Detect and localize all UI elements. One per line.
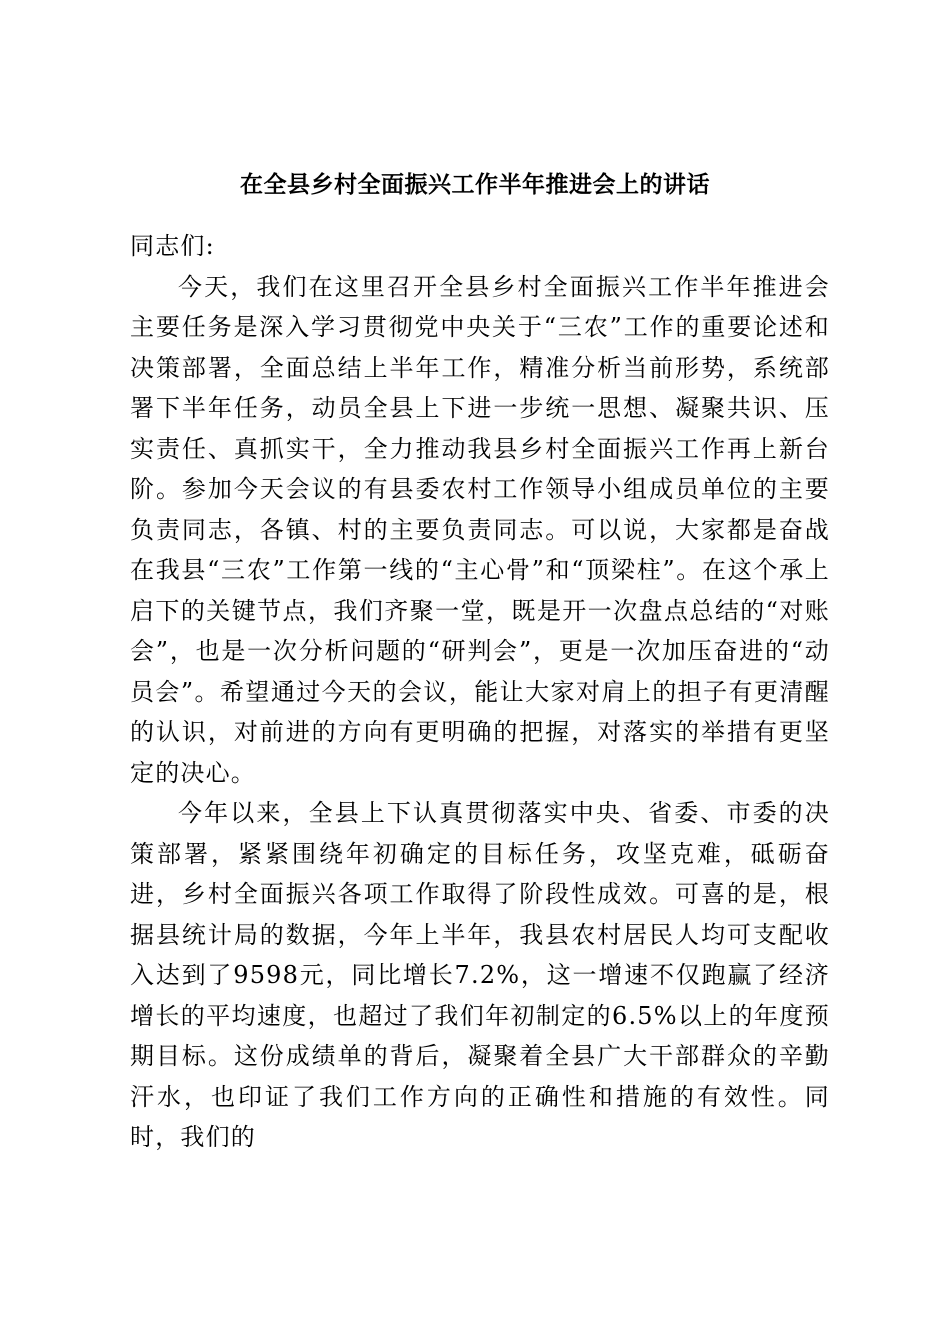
- salutation: 同志们:: [130, 232, 215, 260]
- paragraph-2: 今年以来，全县上下认真贯彻落实中央、省委、市委的决策部署，紧紧围绕年初确定的目标任务，攻坚克难，砥砺奋进，乡村全面振兴各项工作取得了阶段性成效。可喜的是，根据县统计局的数据，今年上半年，我县农村居民人均可支配收入达到了9598元，同比增长7.2%，这一增速不仅跑赢了经济增长的平均速度，也超过了我们年初制定的6.5%以上的年度预期目标。这份成绩单的背后，凝聚着全县广大干部群众的辛勤汗水，也印证了我们工作方向的正确性和措施的有效性。同时，我们的: [130, 799, 830, 1151]
- document-body: [130, 226, 830, 1158]
- document-title: 在全县乡村全面振兴工作半年推进会上的讲话: [240, 172, 710, 198]
- paragraph-1: 今天，我们在这里召开全县乡村全面振兴工作半年推进会主要任务是深入学习贯彻党中央关于“三农”工作的重要论述和决策部署，全面总结上半年工作，精准分析当前形势，系统部署下半年任务，动员全县上下进一步统一思想、凝聚共识、压实责任、真抓实干，全力推动我县乡村全面振兴工作再上新台阶。参加今天会议的有县委农村工作领导小组成员单位的主要负责同志，各镇、村的主要负责同志。可以说，大家都是奋战在我县“三农”工作第一线的“主心骨”和“顶梁柱”。在这个承上启下的关键节点，我们齐聚一堂，既是开一次盘点总结的“对账会”，也是一次分析问题的“研判会”，更是一次加压奋进的“动员会”。希望通过今天的会议，能让大家对肩上的担子有更清醒的认识，对前进的方向有更明确的把握，对落实的举措有更坚定的决心。: [130, 272, 830, 787]
